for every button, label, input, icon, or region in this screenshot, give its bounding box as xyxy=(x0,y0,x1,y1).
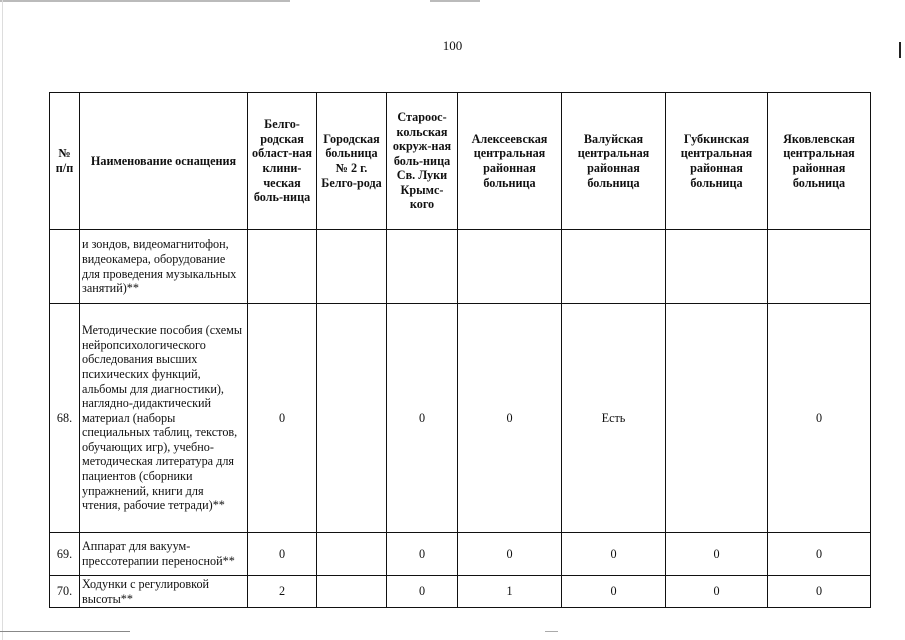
row-number: 70. xyxy=(50,576,80,608)
value-cell: 0 xyxy=(562,533,666,576)
value-cell: Есть xyxy=(562,304,666,533)
value-cell xyxy=(317,576,387,608)
header-gubkin-central-hospital: Губкинская центральная районная больница xyxy=(666,93,768,230)
value-cell xyxy=(666,230,768,304)
value-cell: 0 xyxy=(248,533,317,576)
value-cell xyxy=(317,304,387,533)
row-number: 69. xyxy=(50,533,80,576)
bottom-edge-rule xyxy=(0,631,905,632)
table-row xyxy=(50,304,871,533)
value-cell: 0 xyxy=(666,533,768,576)
header-alekseevka-central-hospital: Алексеевская центральная районная больница xyxy=(458,93,562,230)
value-cell xyxy=(562,230,666,304)
value-cell xyxy=(317,230,387,304)
value-cell xyxy=(317,533,387,576)
header-belgorod-city-hospital-2: Городская больница № 2 г. Белго-рода xyxy=(317,93,387,230)
equipment-table xyxy=(49,92,871,608)
header-yakovlevo-central-hospital: Яковлевская центральная районная больница xyxy=(768,93,871,230)
table-header-row xyxy=(50,93,871,230)
value-cell: 0 xyxy=(458,304,562,533)
value-cell xyxy=(666,304,768,533)
value-cell xyxy=(458,230,562,304)
left-edge-shadow xyxy=(2,0,3,640)
header-belgorod-regional-hospital: Белго-родская област-ная клини-ческая боль-ница xyxy=(248,93,317,230)
value-cell: 0 xyxy=(458,533,562,576)
equipment-name: Методические пособия (схемы нейропсихологического обследования высших психических функций, альбомы для диагностики), наглядно-дидактический материал (наборы специальных таблиц, текстов, обучающих игр), учебно-методическая литература для пациентов (сборники упражнений, книги для чтения, рабочие тетради)** xyxy=(80,304,248,533)
header-equipment-name: Наименование оснащения xyxy=(80,93,248,230)
value-cell: 2 xyxy=(248,576,317,608)
value-cell: 0 xyxy=(387,576,458,608)
value-cell: 0 xyxy=(562,576,666,608)
value-cell: 0 xyxy=(387,533,458,576)
equipment-name: Аппарат для вакуум-прессотерапии переносной** xyxy=(80,533,248,576)
value-cell: 0 xyxy=(768,576,871,608)
value-cell: 1 xyxy=(458,576,562,608)
value-cell: 0 xyxy=(666,576,768,608)
value-cell: 0 xyxy=(768,304,871,533)
value-cell: 0 xyxy=(387,304,458,533)
equipment-name: и зондов, видеомагнитофон, видеокамера, оборудование для проведения музыкальных занятий)** xyxy=(80,230,248,304)
header-number: № п/п xyxy=(50,93,80,230)
value-cell: 0 xyxy=(248,304,317,533)
value-cell xyxy=(387,230,458,304)
table-row xyxy=(50,230,871,304)
value-cell: 0 xyxy=(768,533,871,576)
table-row xyxy=(50,533,871,576)
table-row xyxy=(50,576,871,608)
top-edge-rule xyxy=(0,0,905,2)
value-cell xyxy=(768,230,871,304)
header-valuyki-central-hospital: Валуйская центральная районная больница xyxy=(562,93,666,230)
row-number: 68. xyxy=(50,304,80,533)
header-stary-oskol-district-hospital: Староос-кольская окруж-ная боль-ница Св. Луки Крымс-кого xyxy=(387,93,458,230)
value-cell xyxy=(248,230,317,304)
page-number: 100 xyxy=(442,38,463,53)
equipment-name: Ходунки с регулировкой высоты** xyxy=(80,576,248,608)
row-number xyxy=(50,230,80,304)
